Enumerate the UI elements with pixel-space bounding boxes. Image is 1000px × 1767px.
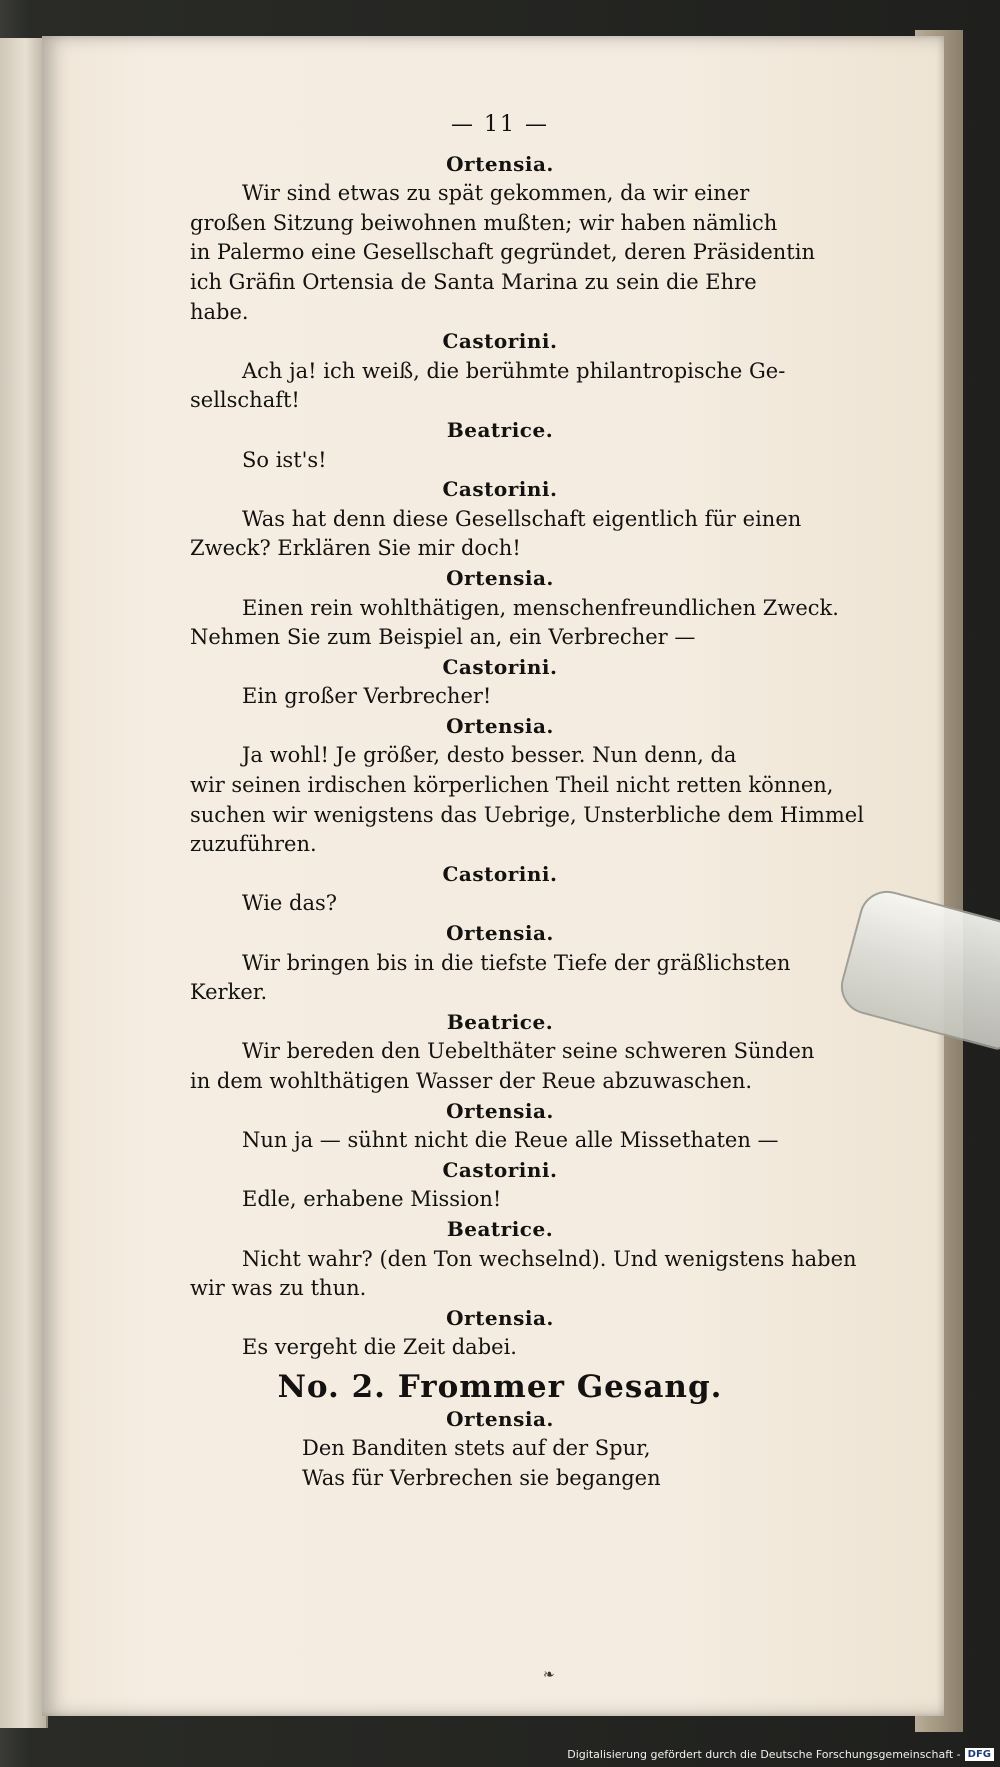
speech — [190, 682, 810, 712]
speech — [190, 357, 810, 416]
speech-line: Ach ja! ich weiß, die berühmte philantropische Ge- — [242, 358, 786, 383]
speech-line: ich Gräfin Ortensia de Santa Marina zu sein die Ehre — [190, 269, 757, 294]
speech-line: Nun ja — sühnt nicht die Reue alle Missethaten — — [242, 1128, 779, 1153]
speech-line: Wir sind etwas zu spät gekommen, da wir einer — [242, 181, 750, 206]
speaker-name: Ortensia. — [446, 713, 554, 738]
speaker-name: Ortensia. — [446, 565, 554, 590]
speech — [190, 594, 839, 653]
page-text — [190, 110, 864, 1493]
speech-line: Wir bereden den Uebelthäter seine schweren Sünden — [242, 1039, 815, 1064]
speaker-name: Beatrice. — [446, 417, 554, 442]
digitization-credit — [567, 1748, 994, 1761]
speaker-name: Castorini. — [442, 329, 558, 354]
song-speaker: Ortensia. — [446, 1406, 554, 1431]
speaker-name: Castorini. — [442, 654, 558, 679]
speech-line: Zweck? Erklären Sie mir doch! — [190, 536, 521, 561]
speech-line: Was hat denn diese Gesellschaft eigentlich für einen — [242, 506, 802, 531]
speech — [190, 889, 810, 919]
speech — [190, 741, 864, 859]
speech — [190, 179, 815, 327]
speaker-name: Beatrice. — [446, 1216, 554, 1241]
verse-line: Den Banditen stets auf der Spur, — [302, 1436, 651, 1461]
speech — [190, 1126, 810, 1156]
speech-line: Ja wohl! Je größer, desto besser. Nun denn, da — [242, 743, 737, 768]
speaker-name: Castorini. — [442, 477, 558, 502]
speech-line: Es vergeht die Zeit dabei. — [242, 1335, 517, 1360]
speech — [190, 1037, 815, 1096]
verse-line: Was für Verbrechen sie begangen — [302, 1465, 661, 1490]
speech-line: wir seinen irdischen körperlichen Theil nicht retten können, — [190, 773, 834, 798]
speaker-name: Ortensia. — [446, 1305, 554, 1330]
speech-line: Nehmen Sie zum Beispiel an, ein Verbrecher — — [190, 625, 696, 650]
speech-line: suchen wir wenigstens das Uebrige, Unsterbliche dem Himmel — [190, 802, 864, 827]
dfg-logo: DFG — [965, 1748, 994, 1761]
speech-line: Edle, erhabene Mission! — [242, 1187, 502, 1212]
song-verse — [190, 1434, 810, 1493]
speech-line: sellschaft! — [190, 388, 300, 413]
speaker-name: Ortensia. — [446, 921, 554, 946]
speech — [190, 1185, 810, 1215]
speech — [190, 505, 810, 564]
speaker-name: Beatrice. — [446, 1009, 554, 1034]
song-title: No. 2. Frommer Gesang. — [277, 1368, 723, 1405]
left-page-leaf — [0, 38, 48, 1728]
speech-line: in dem wohlthätigen Wasser der Reue abzuwaschen. — [190, 1069, 753, 1093]
speech-line: großen Sitzung beiwohnen mußten; wir haben nämlich — [190, 210, 778, 235]
speech-line: Nicht wahr? (den Ton wechselnd). Und wenigstens haben — [242, 1246, 857, 1271]
speech-line: Wie das? — [242, 891, 338, 916]
speech-line: So ist's! — [242, 447, 327, 472]
speech — [190, 949, 810, 1008]
page-number: — 11 — — [451, 112, 549, 137]
speaker-name: Ortensia. — [446, 151, 554, 176]
speech — [190, 1245, 857, 1304]
speech-line: Kerker. — [190, 980, 268, 1005]
speaker-name: Castorini. — [442, 861, 558, 886]
ink-mark: ❧ — [543, 1667, 555, 1683]
speaker-name: Castorini. — [442, 1157, 558, 1182]
credit-text: Digitalisierung gefördert durch die Deutsche Forschungsgemeinschaft - — [567, 1748, 961, 1761]
speech-line: habe. — [190, 299, 249, 324]
speech-line: Einen rein wohlthätigen, menschenfreundlichen Zweck. — [242, 595, 839, 620]
speaker-name: Ortensia. — [446, 1098, 554, 1123]
speech-line: Ein großer Verbrecher! — [242, 684, 492, 709]
speech-line: in Palermo eine Gesellschaft gegründet, deren Präsidentin — [190, 240, 815, 265]
dialogue — [190, 150, 864, 1363]
speech — [190, 1333, 810, 1363]
speech-line: Wir bringen bis in die tiefste Tiefe der gräßlichsten — [242, 950, 791, 975]
speech-line: wir was zu thun. — [190, 1276, 367, 1301]
speech-line: zuzuführen. — [190, 832, 317, 857]
speech — [190, 446, 810, 476]
